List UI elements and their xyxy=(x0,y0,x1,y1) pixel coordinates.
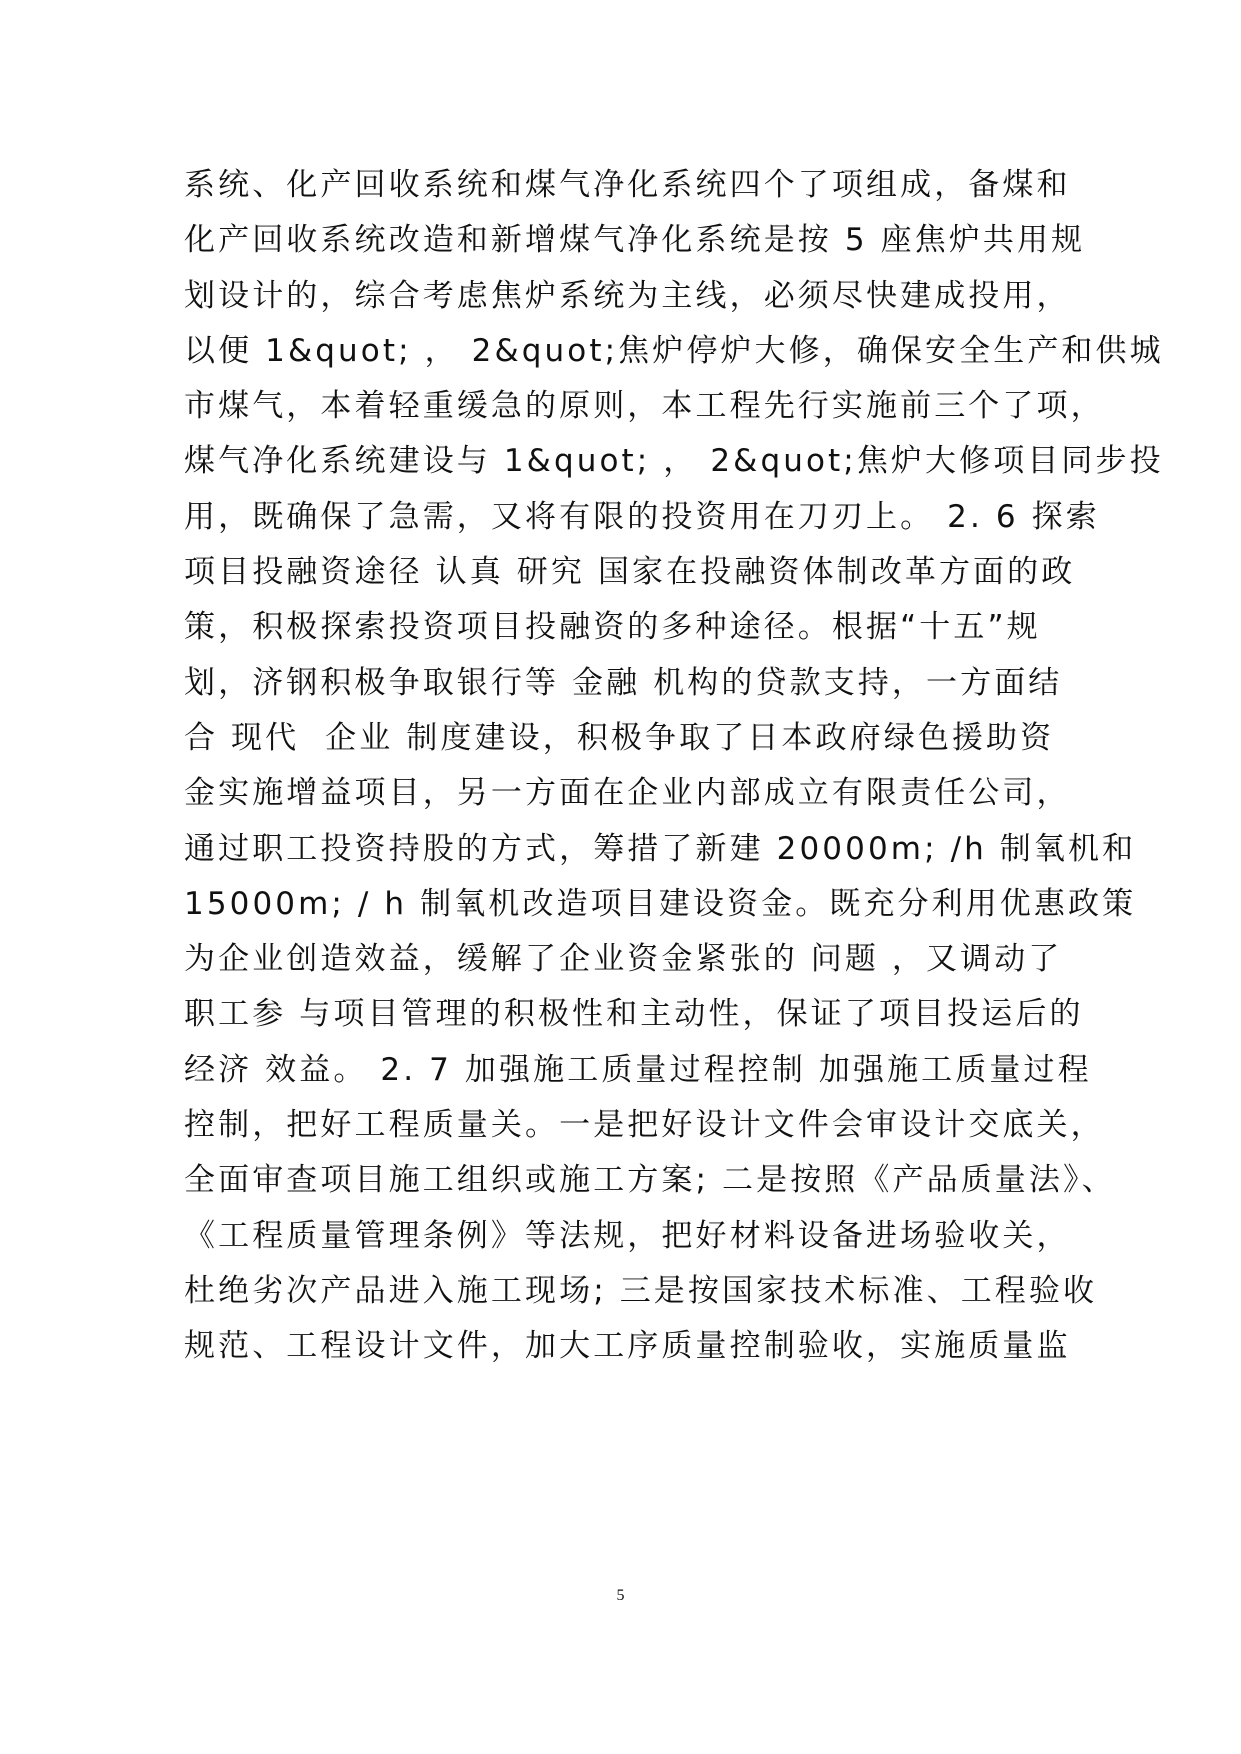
text-line: 项目投融资途径 认真 研究 国家在投融资体制改革方面的政 xyxy=(184,554,1076,591)
text-line: 《工程质量管理条例》等法规，把好材料设备进场验收关， xyxy=(184,1217,1071,1254)
text-line: 以便 1&quot; ， 2&quot;焦炉停炉大修，确保安全生产和供城 xyxy=(184,332,1164,369)
text-line: 职工参 与项目管理的积极性和主动性，保证了项目投运后的 xyxy=(184,996,1084,1033)
text-line: 杜绝劣次产品进入施工现场; 三是按国家技术标准、工程验收 xyxy=(184,1272,1098,1309)
text-line: 金实施增益项目，另一方面在企业内部成立有限责任公司， xyxy=(184,775,1071,812)
text-line: 合 现代 企业 制度建设，积极争取了日本政府绿色援助资 xyxy=(184,719,1055,756)
text-line: 策，积极探索投资项目投融资的多种途径。根据“十五”规 xyxy=(184,609,1041,646)
body-text xyxy=(184,158,1164,1375)
text-line: 规范、工程设计文件，加大工序质量控制验收，实施质量监 xyxy=(184,1328,1071,1365)
text-line: 为企业创造效益，缓解了企业资金紧张的 问题 ，又调动了 xyxy=(184,941,1063,978)
text-line: 用，既确保了急需，又将有限的投资用在刀刃上。 2. 6 探索 xyxy=(184,498,1100,535)
text-line: 市煤气，本着轻重缓急的原则，本工程先行实施前三个了项， xyxy=(184,388,1105,425)
text-line: 经济 效益。 2. 7 加强施工质量过程控制 加强施工质量过程 xyxy=(184,1051,1092,1088)
text-line: 15000m; / h 制氧机改造项目建设资金。既充分利用优惠政策 xyxy=(184,885,1137,922)
text-line: 通过职工投资持股的方式，筹措了新建 20000m; /h 制氧机和 xyxy=(184,830,1137,867)
text-line: 煤气净化系统建设与 1&quot; ， 2&quot;焦炉大修项目同步投 xyxy=(184,443,1164,480)
text-line: 化产回收系统改造和新增煤气净化系统是按 5 座焦炉共用规 xyxy=(184,222,1086,259)
text-line: 划，济钢积极争取银行等 金融 机构的贷款支持，一方面结 xyxy=(184,664,1063,701)
page-number: 5 xyxy=(616,1587,625,1604)
text-line: 全面审查项目施工组织或施工方案; 二是按照《产品质量法》、 xyxy=(184,1162,1116,1199)
text-line: 系统、化产回收系统和煤气净化系统四个了项组成，备煤和 xyxy=(184,167,1071,203)
text-line: 控制，把好工程质量关。一是把好设计文件会审设计交底关， xyxy=(184,1107,1105,1144)
text-line: 划设计的，综合考虑焦炉系统为主线，必须尽快建成投用， xyxy=(184,277,1071,314)
